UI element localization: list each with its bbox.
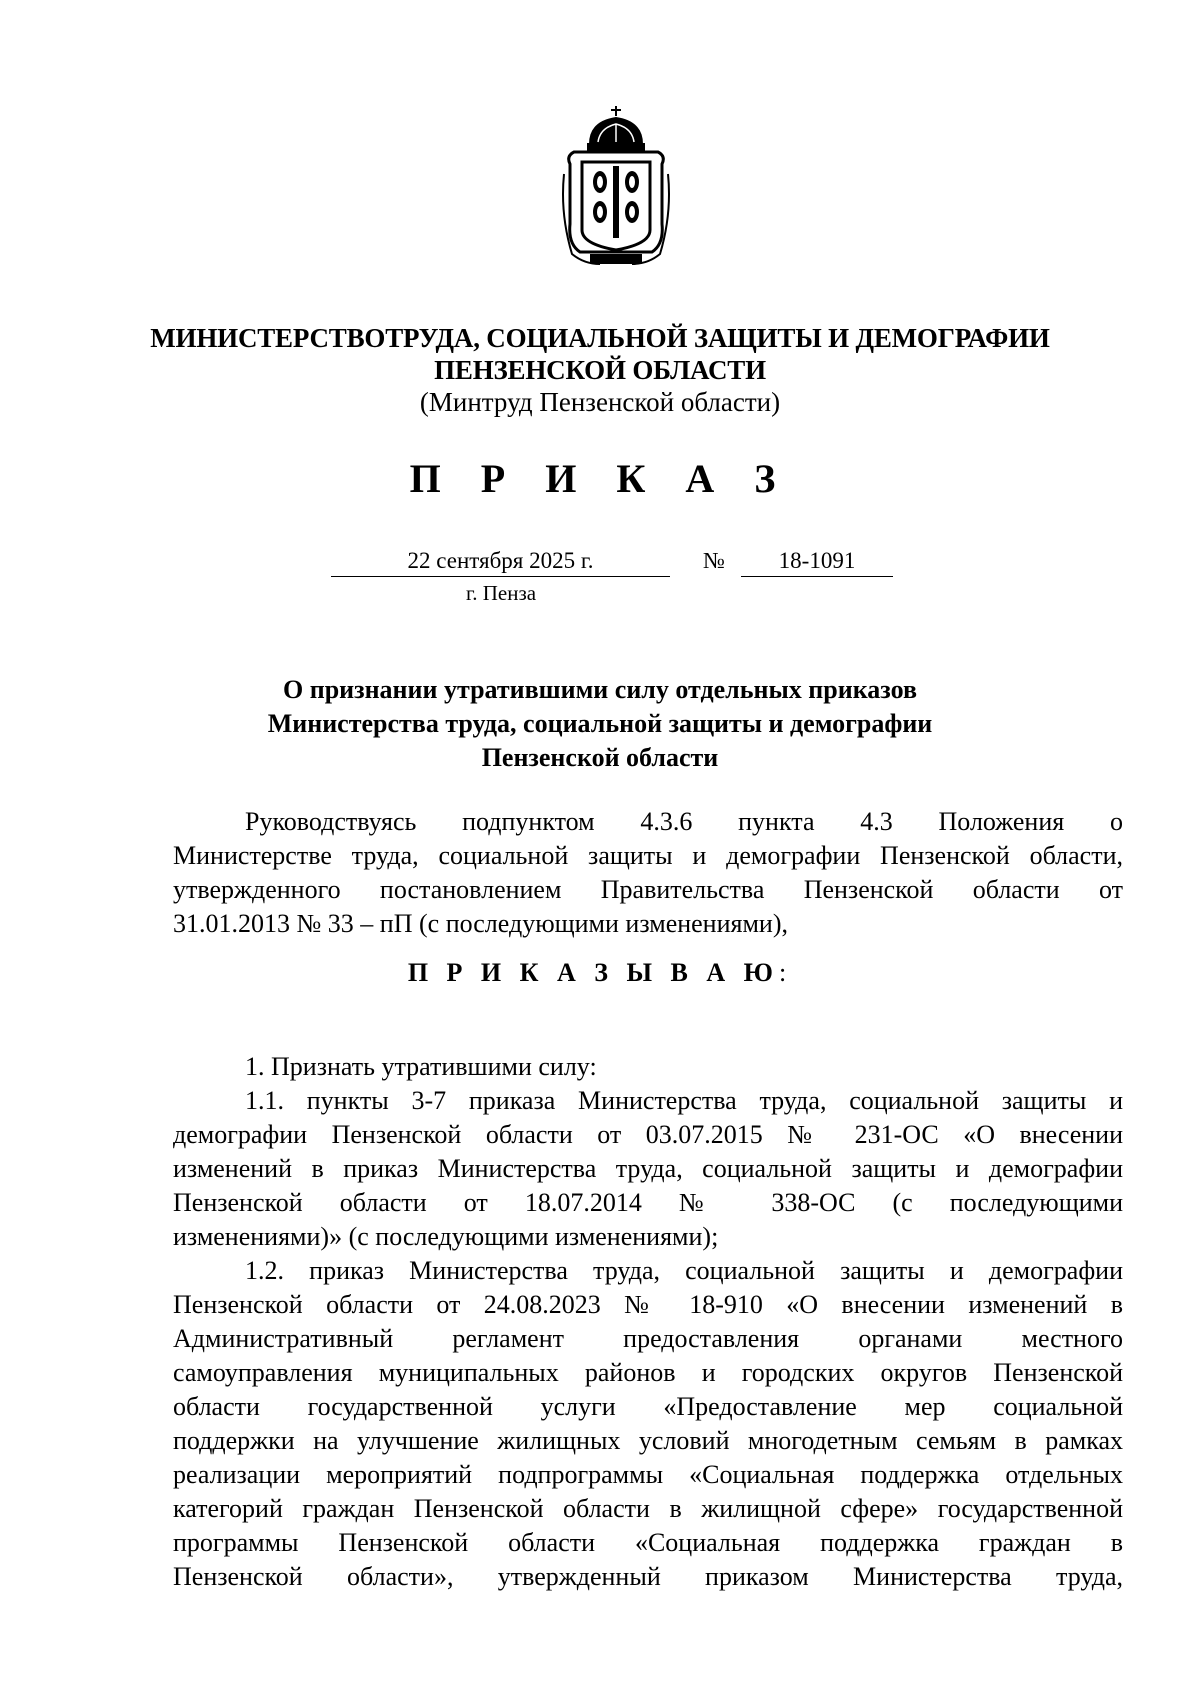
item-line: категорий граждан Пензенской области в жилищной сфере» государственной [173, 1494, 1123, 1523]
city-label: г. Пенза [466, 581, 537, 605]
item-line: 1.1. пункты 3-7 приказа Министерства труда, социальной защиты и [245, 1086, 1123, 1115]
order-directive-heading [0, 956, 1200, 990]
order-title-line: Министерства труда, социальной защиты и демографии [267, 709, 933, 738]
preamble-line: утвержденного постановлением Правительства Пензенской области от [173, 875, 1123, 904]
item-line: Пензенской области от 18.07.2014 № 338-ОС (с последующими [173, 1188, 1123, 1217]
order-directive-colon: : [778, 958, 793, 987]
document-type-heading: П Р И К А З [409, 456, 791, 501]
item-line: демографии Пензенской области от 03.07.2015 № 231-ОС «О внесении [173, 1120, 1123, 1149]
item-line: области государственной услуги «Предоставление мер социальной [173, 1392, 1123, 1421]
item-line: 1.2. приказ Министерства труда, социальной защиты и демографии [245, 1256, 1123, 1285]
item-line: Пензенской области», утвержденный приказом Министерства труда, [173, 1562, 1123, 1591]
item-line: поддержки на улучшение жилищных условий многодетным семьям в рамках [173, 1426, 1123, 1455]
item-line: изменениями)» (с последующими изменениями); [173, 1222, 719, 1251]
organization-short-name: (Минтруд Пензенской области) [419, 387, 781, 417]
order-number-field: 18-1091 [741, 546, 893, 577]
order-date-field: 22 сентября 2025 г. [331, 546, 670, 577]
item-line: реализации мероприятий подпрограммы «Социальная поддержка отдельных [173, 1460, 1123, 1489]
coat-of-arms-emblem [560, 104, 672, 272]
order-title-line: О признании утратившими силу отдельных приказов [282, 675, 917, 704]
item-line: программы Пензенской области «Социальная поддержка граждан в [173, 1528, 1123, 1557]
preamble-line: 31.01.2013 № 33 – пП (с последующими изменениями), [173, 909, 788, 938]
organization-name-line2: ПЕНЗЕНСКОЙ ОБЛАСТИ [434, 355, 766, 385]
order-directive-word: П Р И К А З Ы В А Ю [407, 958, 779, 987]
item-line: самоуправления муниципальных районов и городских округов Пензенской [173, 1358, 1123, 1387]
number-sign: № [703, 548, 725, 573]
order-title-line: Пензенской области [481, 743, 719, 772]
organization-name-line1: МИНИСТЕРСТВОТРУДА, СОЦИАЛЬНОЙ ЗАЩИТЫ И ДЕМОГРАФИИ [150, 323, 1050, 353]
item-line: Административный регламент предоставления органами местного [173, 1324, 1123, 1353]
preamble-line: Руководствуясь подпунктом 4.3.6 пункта 4.3 Положения о [245, 807, 1123, 836]
preamble-line: Министерстве труда, социальной защиты и демографии Пензенской области, [173, 841, 1123, 870]
item-line: Пензенской области от 24.08.2023 № 18-910 «О внесении изменений в [173, 1290, 1123, 1319]
item-line: 1. Признать утратившими силу: [245, 1052, 597, 1081]
item-line: изменений в приказ Министерства труда, социальной защиты и демографии [173, 1154, 1123, 1183]
